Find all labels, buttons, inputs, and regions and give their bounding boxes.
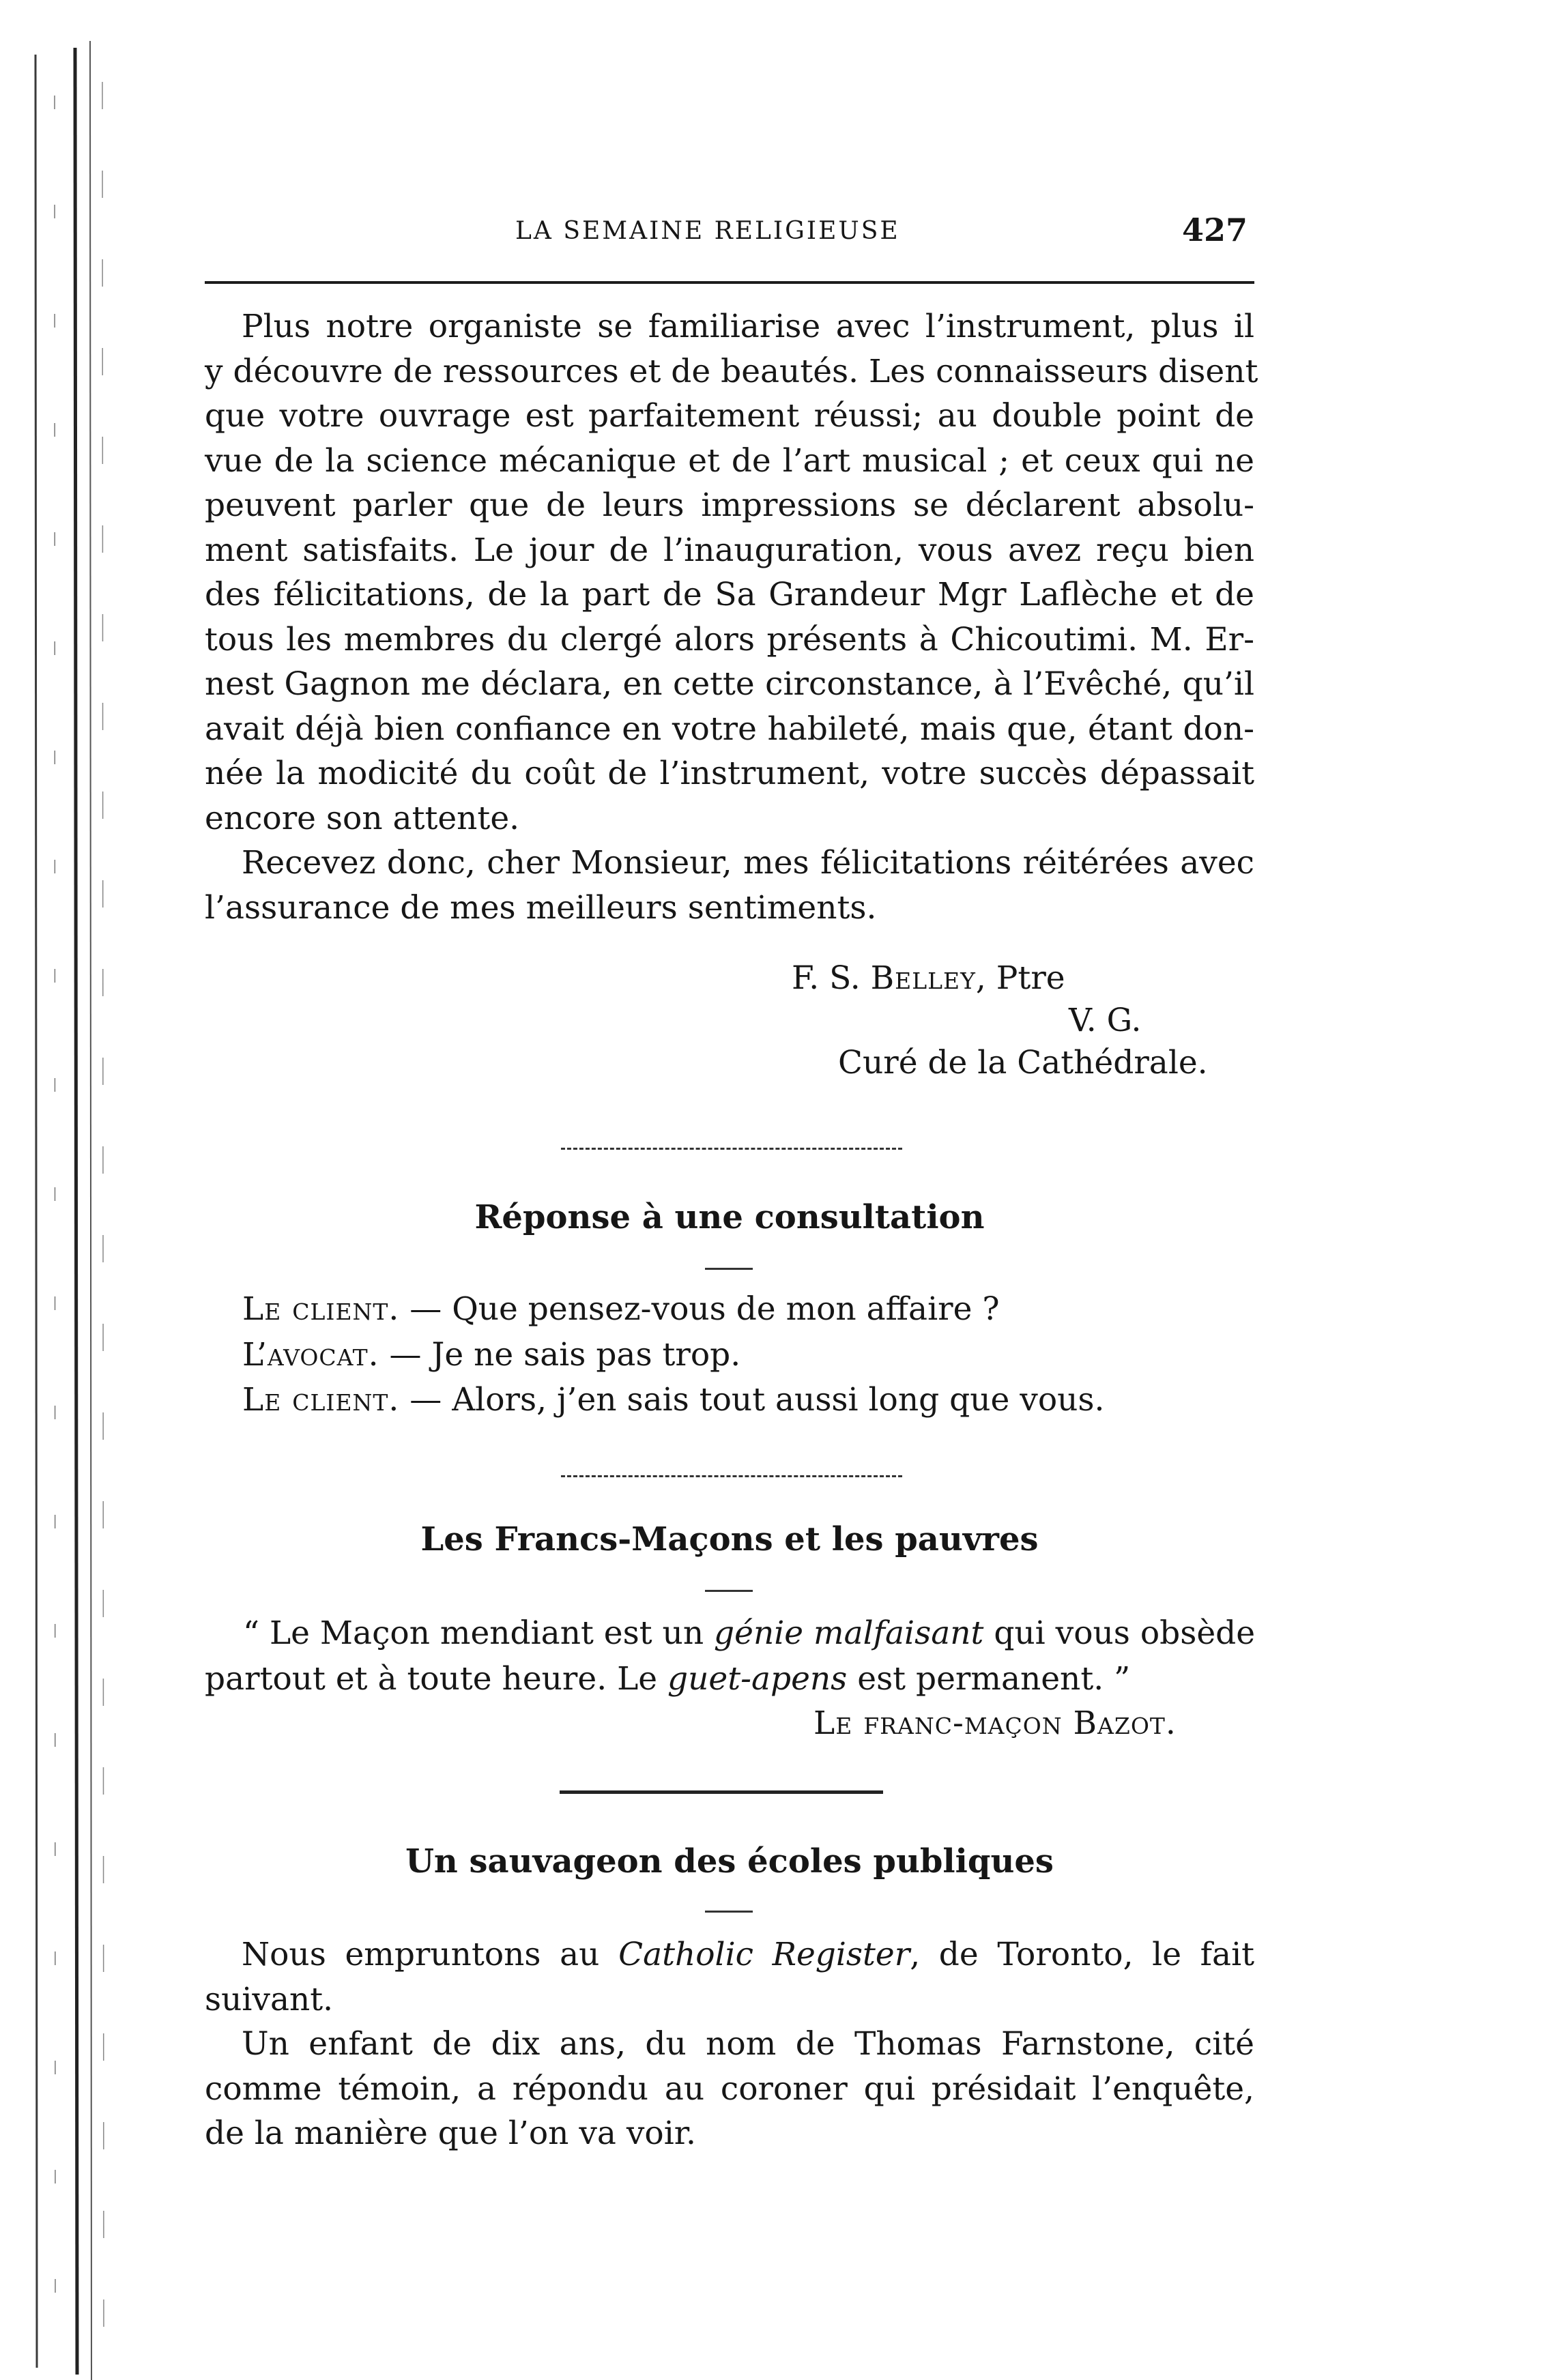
dialog-line [242, 1286, 1000, 1332]
text: , de Toronto, le fait [910, 1936, 1254, 1973]
section-separator [561, 1148, 902, 1150]
section-heading: Les Francs-Maçons et les pauvres [420, 1520, 1039, 1558]
speaker: L’avocat. [242, 1336, 379, 1374]
signature-title: , Ptre [975, 959, 1065, 997]
section-heading: Un sauvageon des écoles publiques [405, 1842, 1054, 1881]
heading-rule [705, 1268, 753, 1270]
heading-rule [705, 1590, 753, 1592]
section-heading: Réponse à une consultation [474, 1198, 985, 1236]
text-line: de la manière que l’on va voir. [205, 2115, 696, 2152]
text-line: Plus notre organiste se familiarise avec l’instrument, plus il [242, 308, 1254, 345]
speaker: Le client. [242, 1290, 400, 1328]
header-rule [205, 281, 1254, 284]
dialog-text: — Alors, j’en sais tout aussi long que vous. [399, 1381, 1105, 1419]
dialog-text: — Je ne sais pas trop. [379, 1336, 741, 1374]
dialog-text: — Que pensez-vous de mon affaire ? [399, 1290, 1000, 1328]
text-line: avait déjà bien confiance en votre habileté, mais que, étant don- [205, 710, 1254, 748]
text-line: comme témoin, a répondu au coroner qui présidait l’enquête, [205, 2070, 1254, 2108]
text-line: l’assurance de mes meilleurs sentiments. [205, 888, 877, 927]
text-line: y découvre de ressources et de beautés. Les connaisseurs disent [205, 352, 1258, 390]
letter-body [205, 304, 1258, 930]
section-separator [560, 1790, 883, 1794]
signature-name [792, 958, 1065, 999]
quote-line [205, 1656, 1130, 1702]
signature-vg: V. G. [1069, 1002, 1142, 1039]
speaker: Le client. [242, 1381, 400, 1419]
quote-text: qui vous obsède [983, 1614, 1256, 1652]
article-body [205, 1932, 1254, 2156]
text-line: tous les membres du clergé alors présents à Chicoutimi. M. Er- [205, 620, 1254, 658]
text-line: peuvent parler que de leurs impressions se déclarent absolu- [205, 487, 1254, 524]
quote-text: est permanent. ” [847, 1660, 1131, 1698]
signature-surname: Belley [870, 959, 976, 997]
quote-attribution: Le franc-maçon Bazot. [813, 1704, 1177, 1742]
binding-edge [0, 0, 136, 2380]
dialog-line [242, 1332, 740, 1378]
dialog-line [242, 1377, 1104, 1423]
text-line: nest Gagnon me déclara, en cette circonstance, à l’Evêché, qu’il [205, 665, 1254, 703]
text-line: des félicitations, de la part de Sa Grandeur Mgr Laflèche et de [205, 576, 1254, 613]
page-number: 427 [1181, 212, 1248, 248]
quote-line [243, 1610, 1255, 1656]
quote-text: partout et à toute heure. Le [205, 1660, 668, 1698]
text-line: Un enfant de dix ans, du nom de Thomas Farnstone, cité [242, 2025, 1254, 2063]
quote-text: “ Le Maçon mendiant est un [243, 1614, 715, 1652]
heading-rule [705, 1911, 753, 1913]
quote-emphasis: guet-apens [667, 1660, 848, 1698]
section-separator [561, 1475, 902, 1477]
text-line: ment satisfaits. Le jour de l’inauguration, vous avez reçu bien [205, 531, 1254, 569]
text-line: encore son attente. [205, 799, 520, 837]
signature-role: Curé de la Cathédrale. [838, 1044, 1208, 1082]
text-line [205, 1932, 1254, 1977]
text-emphasis: Catholic Register [618, 1936, 910, 1973]
text-line: que votre ouvrage est parfaitement réussi; au double point de [205, 397, 1254, 435]
text-line: née la modicité du coût de l’instrument, votre succès dépassait [205, 755, 1254, 792]
running-title: LA SEMAINE RELIGIEUSE [515, 217, 900, 245]
quote-emphasis: génie malfaisant [714, 1614, 984, 1652]
text: Nous empruntons au [242, 1936, 619, 1973]
page-header [205, 212, 1256, 265]
signature-initials: F. S. [792, 959, 871, 997]
text-line: vue de la science mécanique et de l’art musical ; et ceux qui ne [205, 441, 1254, 480]
text-line: Recevez donc, cher Monsieur, mes félicitations réitérées avec [242, 844, 1254, 882]
text-line: suivant. [205, 1980, 334, 2018]
